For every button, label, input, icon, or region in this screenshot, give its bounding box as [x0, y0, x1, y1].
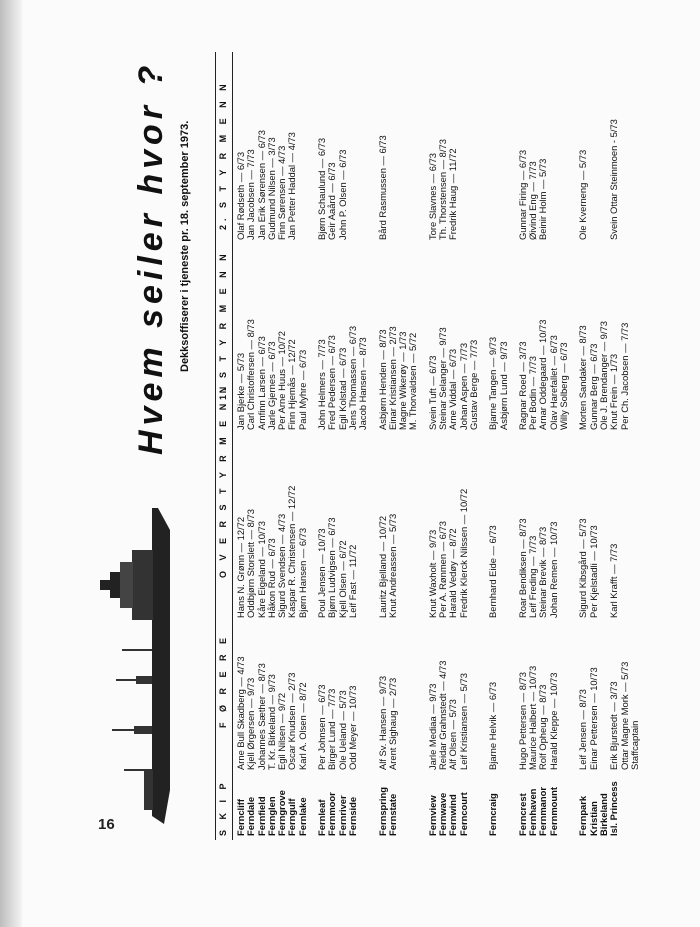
ship-illustration: [72, 500, 182, 830]
officer-entry: Finn Hjemås — 12/72: [286, 339, 298, 430]
officer-entry: [358, 119, 368, 240]
officer-entry: Knut Frein — 1/73: [608, 353, 620, 430]
ship-name: Fernspring: [376, 787, 388, 836]
header-rule-top: [215, 52, 216, 840]
officer-entry: Håkon Rud — 6/73: [265, 538, 277, 618]
officer-entry: Finn Sørensen — 4/73: [276, 145, 288, 240]
officer-entry: Bernhard Eide — 6/73: [487, 525, 499, 618]
officer-entry: [408, 119, 418, 240]
officer-entry: Harald Kleppe — 10/73: [547, 672, 559, 770]
group-styrmenn2: [488, 119, 509, 240]
column-skip: [236, 781, 649, 836]
group-styrmenn1: [428, 319, 479, 430]
officer-entry: Magne Wikerøy — 1/73: [397, 331, 409, 430]
officer-entry: Bjarne Tangen — 9/73: [487, 336, 499, 430]
officer-entry: Leif Kristiansen — 5/73: [457, 673, 469, 770]
officer-entry: [620, 119, 630, 240]
binding-shadow: [0, 0, 22, 927]
officer-entry: Asbjørn Lund — 9/73: [497, 341, 509, 430]
officer-entry: [630, 319, 640, 430]
officer-entry: Einar Pettersen — 10/73: [587, 667, 599, 770]
ship-name: Fernside: [346, 796, 358, 836]
group-styrmenn1: [317, 319, 368, 430]
officer-entry: T. Kr. Birkeland — 9/73: [265, 674, 277, 770]
group-styrmenn2: [378, 119, 419, 240]
ship-name: Ferncliff: [235, 799, 246, 836]
group-overstyrmenn: [428, 486, 479, 618]
group-forere: [378, 656, 419, 770]
header-overstyrmenn: O V E R S T Y R M E N N: [218, 382, 228, 578]
ship-name: Fernwave: [437, 792, 449, 836]
officer-entry: Ottar Magne Mork — 5/73: [618, 661, 630, 770]
officer-entry: John Helmers — 7/73: [316, 339, 328, 430]
officer-entry: [559, 656, 569, 770]
officer-entry: [469, 119, 479, 240]
officer-entry: Oddbjørn Storslett — 8/73: [245, 509, 257, 618]
officer-entry: Gustav Berge — 7/73: [467, 339, 479, 430]
group-overstyrmenn: [488, 486, 509, 618]
officer-entry: Bjørn Hansen — 6/73: [296, 527, 308, 618]
group-styrmenn1: [378, 319, 419, 430]
ship-name: Ferndale: [245, 796, 257, 836]
officer-entry: Per Kjelstadli — 10/73: [587, 525, 599, 618]
officer-entry: Jan Petter Haddal — 4/73: [286, 132, 298, 240]
ship-name: Fernview: [426, 795, 438, 836]
officer-entry: Svein Tuft — 6/73: [426, 355, 438, 430]
group-styrmenn1: [578, 319, 640, 430]
officer-entry: Karl Krafft — 7/73: [608, 543, 620, 618]
officer-entry: [499, 486, 509, 618]
officer-entry: Hans N. Grønn — 12/72: [235, 516, 246, 618]
ship-name: Fernwind: [447, 794, 459, 836]
group-forere: [488, 656, 509, 770]
ship-name: Fernleaf: [316, 799, 328, 836]
officer-entry: Johan Remen — 10/73: [547, 521, 559, 618]
officer-entry: Bjørn Schaulund — 6/73: [316, 137, 328, 240]
group-overstyrmenn: [317, 486, 368, 618]
officer-entry: [469, 656, 479, 770]
group-ships: [378, 781, 419, 836]
ship-name: Ferncraig: [487, 793, 499, 836]
officer-entry: Jarle Mediaa — 9/73: [426, 683, 438, 770]
officer-entry: M. Thorvaldsen — 5/72: [407, 332, 419, 430]
header-styrmenn1: 1. S T Y R M E N N: [218, 250, 228, 400]
ship-name: [630, 781, 640, 836]
group-styrmenn2: [428, 119, 479, 240]
officer-entry: Jens Thomassen — 6/73: [346, 325, 358, 430]
officer-entry: Jan Jacobsen — 7/73: [245, 149, 257, 240]
officer-entry: Tore Slavnes — 6/73: [426, 152, 438, 240]
officer-entry: [589, 119, 599, 240]
ship-name: [499, 781, 509, 836]
officer-entry: Per Arne Huus — 10/72: [276, 330, 288, 430]
ship-name: Fernmanor: [537, 787, 549, 836]
officer-entry: [630, 119, 640, 240]
ship-name: Ferngulf: [286, 798, 298, 836]
group-overstyrmenn: [518, 486, 569, 618]
ship-name: [469, 781, 479, 836]
officer-entry: Sigurd Svendsen — 4/73: [276, 513, 288, 618]
ship-name: Fernglen: [265, 796, 277, 836]
officer-entry: Fredrik Haug — 11/72: [447, 148, 459, 240]
officer-entry: Leif Jensen — 8/73: [577, 689, 589, 770]
officer-entry: Steinar Brevik — 8/73: [537, 526, 549, 618]
officer-entry: Per A. Rønmen — 6/73: [437, 521, 449, 618]
ship-name: Ferngrove: [276, 790, 288, 836]
ship-name: [358, 781, 368, 836]
group-styrmenn1: [236, 319, 308, 430]
officer-entry: Rolf Opheug — 8/73: [537, 684, 549, 770]
officer-entry: Leif Fast — 11/72: [346, 544, 358, 618]
officer-entry: Roar Bendiksen — 8/73: [516, 518, 528, 618]
officer-entry: Geir Aaård — 6/73: [326, 162, 338, 240]
header-rule-bottom: [232, 52, 233, 840]
group-ships: [578, 781, 640, 836]
officer-entry: Jan Erik Sørensen — 6/73: [255, 130, 267, 240]
officer-entry: Odd Meyer — 10/73: [346, 685, 358, 770]
page-subtitle: Dekksoffiserer i tjeneste pr. 18. september 1973.: [179, 120, 191, 372]
ship-name: Ferncourt: [457, 792, 469, 836]
officer-entry: Ole Ueland — 5/73: [336, 690, 348, 770]
officer-entry: [408, 486, 418, 618]
officer-entry: Kjell Ørgersen — 9/73: [245, 677, 257, 770]
officer-entry: Morten Sandaker — 8/73: [577, 325, 589, 430]
group-overstyrmenn: [236, 486, 308, 618]
ship-name: [559, 781, 569, 836]
group-styrmenn2: [236, 119, 308, 240]
officer-entry: Knut Waxholt — 9/73: [426, 529, 438, 618]
officer-entry: Steinar Selanger — 9/73: [437, 327, 449, 430]
group-styrmenn2: [317, 119, 368, 240]
ship-name: [620, 781, 630, 836]
header-forere: F Ø R E R E: [218, 633, 228, 728]
officer-entry: Arne Bull Skadberg — 4/73: [235, 656, 246, 770]
officer-entry: Th. Thorstensen — 8/73: [437, 139, 449, 240]
officer-entry: Hugo Pettersen — 8/73: [516, 672, 528, 770]
officer-entry: Bjørn Ludvigsen — 6/73: [326, 517, 338, 618]
group-forere: [428, 656, 479, 770]
officer-entry: Lauritz Bjelland — 10/72: [376, 515, 388, 618]
officer-entry: [620, 486, 630, 618]
group-ships: [317, 781, 368, 836]
officer-entry: Arent Sighaug — 2/73: [386, 677, 398, 770]
header-skip: S K I P: [218, 779, 228, 836]
group-ships: [428, 781, 479, 836]
group-overstyrmenn: [578, 486, 640, 618]
officer-entry: Staffcaptain: [628, 720, 640, 770]
officer-entry: Gunnar Firing — 6/73: [516, 149, 528, 240]
officer-entry: [630, 486, 640, 618]
officer-entry: Arne Viddal — 6/73: [447, 348, 459, 430]
officer-entry: Johannes Sæther — 8/73: [255, 663, 267, 770]
officer-entry: Fredrik Klerck Nilssen — 10/72: [457, 488, 469, 618]
officer-entry: Sigurd Kibsgård — 5/73: [577, 518, 589, 618]
group-forere: [578, 656, 640, 770]
officer-entry: Birger Lund — 7/73: [326, 688, 338, 770]
group-styrmenn2: [578, 119, 640, 240]
ship-name: Fernpark: [577, 795, 589, 836]
rotated-table-region: [132, 40, 700, 840]
officer-entry: Arnar Oddegaard — 10/73: [537, 319, 549, 430]
officer-entry: Jarle Gjernes — 6/73: [265, 341, 277, 430]
officer-entry: Carl Christoffersen — 8/73: [245, 319, 257, 430]
ship-name: Isl. Princess: [608, 781, 620, 836]
officer-entry: Knut Andreassen — 5/73: [386, 513, 398, 618]
ship-name: Fernmoor: [326, 792, 338, 836]
column-forere: [236, 656, 649, 770]
officer-entry: Per Bodin — 7/73: [527, 355, 539, 430]
officer-entry: Ragnar Roed — 3/73: [516, 341, 528, 430]
group-forere: [236, 656, 308, 770]
officer-entry: Øivind Eng — 7/73: [527, 161, 539, 240]
officer-entry: Maurice Halbert — 10/73: [527, 665, 539, 770]
ship-name: [408, 781, 418, 836]
officer-entry: [298, 119, 308, 240]
officer-entry: John P. Olsen — 6/73: [336, 149, 348, 240]
group-styrmenn2: [518, 119, 569, 240]
ship-name: Ferncrest: [516, 793, 528, 836]
officer-entry: [559, 119, 569, 240]
officer-entry: Ole Kverneng — 5/73: [577, 149, 589, 240]
officer-entry: Oscar Knudsen — 2/73: [286, 672, 298, 770]
ship-name: Fernstate: [386, 793, 398, 836]
officer-entry: Karl A. Olsen — 8/72: [296, 682, 308, 770]
officer-entry: Per Ch. Jacobsen — 7/73: [618, 322, 630, 430]
ship-name: Fernlake: [296, 797, 308, 836]
officer-entry: [348, 119, 358, 240]
officer-entry: [459, 119, 469, 240]
officer-entry: [549, 119, 559, 240]
officer-entry: [388, 119, 398, 240]
officer-entry: [499, 656, 509, 770]
officer-entry: [499, 119, 509, 240]
officer-entry: Reidar Grahnstedt — 4/73: [437, 660, 449, 770]
officer-entry: [408, 656, 418, 770]
header-styrmenn2: 2. S T Y R M E N N: [218, 80, 228, 230]
officer-entry: Per Johnsen — 6/73: [316, 684, 328, 770]
ship-name: Kristian: [587, 801, 599, 836]
ship-name: Fernmount: [547, 787, 559, 836]
officer-entry: Willy Solberg — 6/73: [558, 342, 570, 430]
group-styrmenn1: [488, 319, 509, 430]
group-styrmenn1: [518, 319, 569, 430]
officer-entry: Gudmund Nilsen — 3/73: [265, 137, 277, 240]
officer-entry: Alf Sv. Hansen — 9/73: [376, 675, 388, 770]
officer-entry: Kaspar R. Christensen — 12/72: [286, 485, 298, 618]
ship-name: Fernhaven: [527, 788, 539, 836]
officer-entry: Olav Harefallet — 6/73: [547, 335, 559, 430]
group-ships: [236, 781, 308, 836]
group-overstyrmenn: [378, 486, 419, 618]
officer-entry: Egil Kolstad — 6/73: [336, 347, 348, 430]
officer-entry: [398, 656, 408, 770]
officer-entry: Egil Nilsen — 9/72: [276, 692, 288, 770]
officer-entry: [488, 119, 498, 240]
officer-entry: Arnfinn Larsen — 6/73: [255, 336, 267, 430]
officer-entry: Asbjørn Henden — 8/73: [376, 329, 388, 430]
officer-entry: Einar Kristiansen — 2/73: [386, 326, 398, 430]
officer-entry: Erik Bjurstedt — 3/73: [608, 681, 620, 770]
officer-entry: Johan Aspen — 7/73: [457, 342, 469, 430]
officer-entry: [398, 486, 408, 618]
group-forere: [518, 656, 569, 770]
page-title: Hvem seiler hvor ?: [132, 60, 170, 455]
ship-name: [398, 781, 408, 836]
group-ships: [518, 781, 569, 836]
page-number: 16: [98, 816, 115, 833]
officer-entry: Paul Myhre — 6/73: [296, 349, 308, 430]
officer-entry: [398, 119, 408, 240]
ship-name: Fernriver: [336, 795, 348, 836]
officer-entry: Kåre Eigeland — 10/73: [255, 521, 267, 618]
column-styrmenn2: [236, 119, 649, 240]
officer-entry: Svein Ottar Steinmoen - 5/73: [608, 119, 620, 240]
column-styrmenn1: [236, 319, 649, 430]
officer-entry: Bård Rasmussen — 6/73: [376, 135, 388, 240]
officer-entry: [469, 486, 479, 618]
group-ships: [488, 781, 509, 836]
officer-entry: Fred Pedersen — 6/73: [326, 335, 338, 430]
officer-entry: Ole J. Brendanger — 9/73: [597, 321, 609, 430]
officer-entry: Beinir Holm — 5/73: [537, 158, 549, 240]
column-overstyrmenn: [236, 486, 649, 618]
officer-entry: [358, 486, 368, 618]
officer-entry: Gunnar Berg — 6/73: [587, 343, 599, 430]
ship-name: Birkeland: [597, 793, 609, 836]
officer-entry: Poul Jensen — 10/73: [316, 528, 328, 618]
officer-entry: Leif Freding — 7/73: [527, 535, 539, 618]
officer-entry: Alf Olsen — 5/73: [447, 699, 459, 770]
group-forere: [317, 656, 368, 770]
officer-entry: Olaf Rødseth — 6/73: [235, 151, 246, 240]
officer-entry: Jan Bjerke — 5/73: [235, 352, 246, 430]
officer-entry: Jacob Hansen — 8/73: [357, 337, 369, 430]
officer-entry: Harald Vedøy — 8/72: [447, 528, 459, 618]
officer-entry: Bjarne Helvik — 6/73: [487, 681, 499, 770]
officer-entry: Kjell Olsen — 6/72: [336, 540, 348, 618]
ship-name: Fernfield: [255, 796, 267, 836]
officer-entry: [358, 656, 368, 770]
officer-entry: [559, 486, 569, 618]
